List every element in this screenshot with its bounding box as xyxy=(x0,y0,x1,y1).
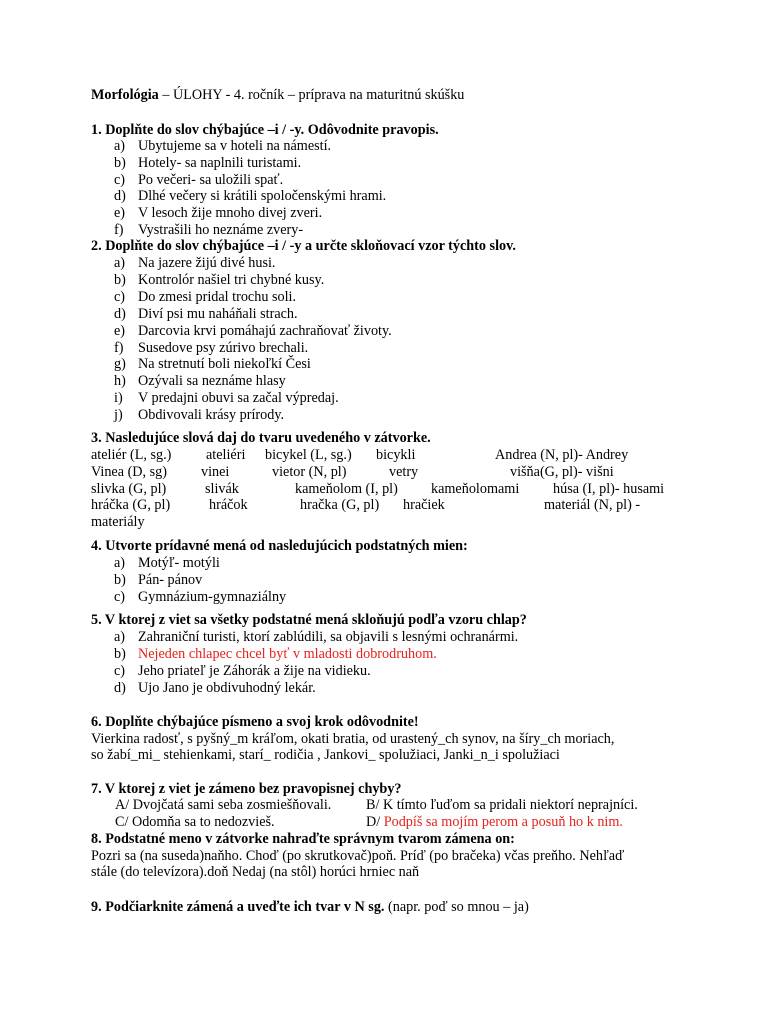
q3-cell: kameňolom (I, pl) xyxy=(295,481,398,497)
list-item-text: Motýľ- motýli xyxy=(138,555,220,571)
list-item-text: Hotely- sa naplnili turistami. xyxy=(138,154,302,171)
list-item-label: g) xyxy=(114,356,126,373)
q7-option-a: A/ Dvojčatá sami seba zosmiešňovali. xyxy=(115,797,332,813)
q3-cell: slivák xyxy=(205,481,239,497)
list-item-label: e) xyxy=(114,205,126,222)
q3-cell: hračiek xyxy=(403,497,445,513)
list-item-text: Na jazere žijú divé husi. xyxy=(138,255,276,271)
q7-option-d-label: D/ xyxy=(366,814,384,830)
q9-heading: 9. Podčiarknite zámená a uveďte ich tvar v N sg. xyxy=(91,899,385,915)
list-item-label: c) xyxy=(114,171,126,188)
q7-option-d-text: Podpíš sa mojím perom a posuň ho k nim. xyxy=(383,814,623,830)
q8-line: stále (do televízora).doň Nedaj (na stôl) horúci hrniec naň xyxy=(91,864,420,880)
q3-cell: bicykel (L, sg.) xyxy=(265,447,352,463)
q2-heading: 2. Doplňte do slov chýbajúce –i / -y a určte skloňovací vzor týchto slov. xyxy=(91,238,516,254)
list-item-text: Ozývali sa neznáme hlasy xyxy=(138,373,286,390)
list-item-text: Dlhé večery si krátili spoločenskými hrami. xyxy=(138,188,387,205)
list-item-text: Gymnázium-gymnaziálny xyxy=(138,588,287,605)
q6-line: so žabí_mi_ stehienkami, starí_ rodičia , Jankovi_ spolužiaci, Janki_n_i spolužiaci xyxy=(91,747,560,763)
q3-cell: kameňolomami xyxy=(431,481,520,497)
q3-cell: ateliéri xyxy=(206,447,246,463)
list-item-text: Darcovia krvi pomáhajú zachraňovať životy. xyxy=(138,322,392,339)
page-title xyxy=(91,87,464,103)
list-item-label: a) xyxy=(114,555,126,571)
q6-line: Vierkina radosť, s pyšný_m kráľom, okati bratia, od urastený_ch synov, na šíry_ch moriach, xyxy=(91,731,615,747)
q3-cell: slivka (G, pl) xyxy=(91,481,167,497)
list-item-label: a) xyxy=(114,138,126,154)
q7-option-c: C/ Odomňa sa to nedozvieš. xyxy=(115,814,275,830)
q3-cell: materiály xyxy=(91,514,145,530)
list-item-label: c) xyxy=(114,662,126,679)
q3-cell: vietor (N, pl) xyxy=(272,464,347,480)
q8-heading: 8. Podstatné meno v zátvorke nahraďte správnym tvarom zámena on: xyxy=(91,831,515,847)
list-item-label: d) xyxy=(114,679,126,696)
list-item-label: c) xyxy=(114,588,126,605)
title-bold: Morfológia xyxy=(91,87,159,103)
list-item-text: Diví psi mu naháňali strach. xyxy=(138,305,298,322)
list-item-text: Susedove psy zúrivo brechali. xyxy=(138,339,309,356)
q3-cell: višňa(G, pl)- višni xyxy=(510,464,614,480)
q3-cell: hračka (G, pl) xyxy=(300,497,380,513)
q3-cell: hráčka (G, pl) xyxy=(91,497,171,513)
list-item-text: Vystrašili ho neznáme zvery- xyxy=(138,222,304,238)
q3-cell: hráčok xyxy=(209,497,248,513)
list-item-text: Do zmesi pridal trochu soli. xyxy=(138,288,297,305)
list-item-label: b) xyxy=(114,271,126,288)
list-item-label: a) xyxy=(114,629,126,645)
list-item-text: V predajni obuvi sa začal výpredaj. xyxy=(138,390,339,407)
list-item-text: Obdivovali krásy prírody. xyxy=(138,407,285,424)
q1-heading: 1. Doplňte do slov chýbajúce –i / -y. Odôvodnite pravopis. xyxy=(91,122,439,138)
q7-heading: 7. V ktorej z viet je zámeno bez pravopisnej chyby? xyxy=(91,781,402,797)
q3-cell: materiál (N, pl) - xyxy=(544,497,641,513)
list-item-text: Na stretnutí boli niekoľkí Česi xyxy=(138,356,311,373)
q7-option-d xyxy=(366,814,623,830)
q7-option-b: B/ K tímto ľuďom sa pridali niektorí neprajníci. xyxy=(366,797,638,813)
q3-cell: vetry xyxy=(389,464,419,480)
list-item-text: Nejeden chlapec chcel byť v mladosti dobrodruhom. xyxy=(138,645,437,662)
q8-line: Pozri sa (na suseda)naňho. Choď (po skrutkovač)poň. Príď (po bračeka) včas preňho. Nehľaď xyxy=(91,848,625,864)
q3-heading: 3. Nasledujúce slová daj do tvaru uvedeného v zátvorke. xyxy=(91,430,431,446)
list-item-label: e) xyxy=(114,322,126,339)
list-item-text: Po večeri- sa uložili spať. xyxy=(138,171,284,188)
list-item-text: Ujo Jano je obdivuhodný lekár. xyxy=(138,679,316,696)
list-item-label: a) xyxy=(114,255,126,271)
list-item-label: i) xyxy=(114,390,123,407)
q3-cell: húsa (I, pl)- husami xyxy=(553,481,665,497)
q3-cell: Vinea (D, sg) xyxy=(91,464,167,480)
q3-cell: ateliér (L, sg.) xyxy=(91,447,172,463)
q3-cell: bicykli xyxy=(376,447,416,463)
q3-cell: vinei xyxy=(201,464,230,480)
list-item-label: c) xyxy=(114,288,126,305)
q9-note: (napr. poď so mnou – ja) xyxy=(384,899,529,915)
q6-heading: 6. Doplňte chýbajúce písmeno a svoj krok odôvodnite! xyxy=(91,714,419,730)
list-item-label: d) xyxy=(114,305,126,322)
q3-cell: Andrea (N, pl)- Andrey xyxy=(495,447,629,463)
q4-heading: 4. Utvorte prídavné mená od nasledujúcich podstatných mien: xyxy=(91,538,468,554)
list-item-label: b) xyxy=(114,571,126,588)
list-item-text: Kontrolór našiel tri chybné kusy. xyxy=(138,271,325,288)
list-item-text: Ubytujeme sa v hoteli na námestí. xyxy=(138,138,332,154)
list-item-text: Jeho priateľ je Záhorák a žije na vidieku. xyxy=(138,662,371,679)
title-rest: – ÚLOHY - 4. ročník – príprava na maturitnú skúšku xyxy=(158,87,465,103)
q5-heading: 5. V ktorej z viet sa všetky podstatné mená skloňujú podľa vzoru chlap? xyxy=(91,612,527,628)
list-item-label: f) xyxy=(114,339,124,356)
list-item-label: b) xyxy=(114,645,126,662)
list-item-label: f) xyxy=(114,222,124,238)
list-item-label: b) xyxy=(114,154,126,171)
list-item-label: h) xyxy=(114,373,126,390)
list-item-text: Pán- pánov xyxy=(138,571,203,588)
list-item-text: V lesoch žije mnoho divej zveri. xyxy=(138,205,323,222)
q9-heading-line xyxy=(91,899,529,915)
list-item-label: d) xyxy=(114,188,126,205)
list-item-label: j) xyxy=(114,407,123,424)
list-item-text: Zahraniční turisti, ktorí zablúdili, sa objavili s lesnými ochranármi. xyxy=(138,629,519,645)
